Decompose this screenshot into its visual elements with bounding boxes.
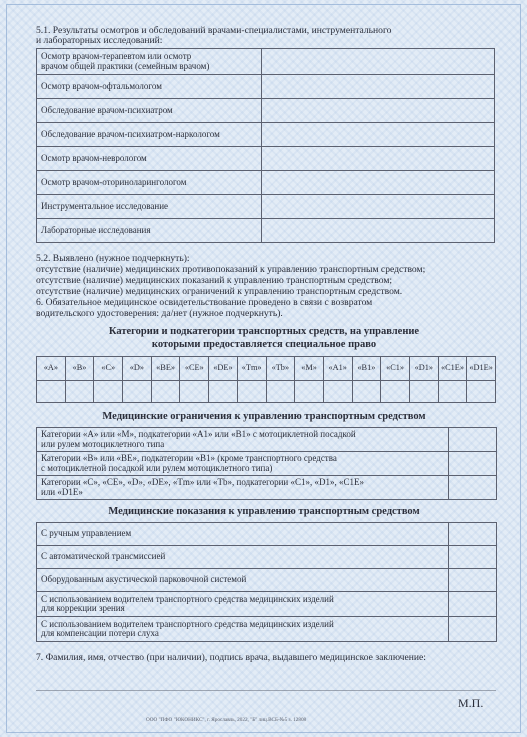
category-cell: «Tm» [237,357,266,381]
category-value-cell [151,381,180,403]
category-cell: «D1E» [467,357,496,381]
category-value-cell [352,381,381,403]
indication-value-cell [449,569,497,592]
categories-value-row [37,381,496,403]
printer-footer: ООО "ПФО "ЮКОНИКС", г. Ярославль, 2022, "Б" лиц.ВСБ-№5 з. 12808 [146,717,307,723]
restriction-label: Категории «А» или «М», подкатегории «А1» или «В1» с мотоциклетной посадкой или рулем мотоциклетного типа [37,428,449,452]
category-cell: «A» [37,357,66,381]
table-row [37,123,495,147]
category-value-cell [409,381,438,403]
table-row [37,569,497,592]
table-row [37,171,495,195]
section-5-2-heading: 5.2. Выявлено (нужное подчеркнуть): [36,253,190,264]
exam-results-table [36,48,495,243]
result-cell [262,219,495,243]
section-5-2-option: отсутствие (наличие) медицинских ограничений к управлению транспортным средством. [36,286,403,297]
category-cell: «Tb» [266,357,295,381]
category-cell: «B» [65,357,94,381]
category-value-cell [438,381,467,403]
restrictions-table [36,427,497,500]
table-row [37,219,495,243]
result-cell [262,195,495,219]
section-6-text-cont: водительского удостоверения: да/нет (нужное подчеркнуть). [36,308,283,319]
table-row [37,147,495,171]
indication-label: С использованием водителем транспортного средства медицинских изделий для компенсации потери слуха [37,617,449,642]
category-value-cell [37,381,66,403]
category-value-cell [295,381,324,403]
row-label: Лабораторные исследования [37,219,262,243]
row-label: Осмотр врачом-офтальмологом [37,75,262,99]
row-label: Осмотр врачом-терапевтом или осмотр врачом общей практики (семейным врачом) [37,49,262,75]
restriction-value-cell [449,476,497,500]
indication-value-cell [449,592,497,617]
category-value-cell [323,381,352,403]
category-value-cell [65,381,94,403]
table-row [37,428,497,452]
result-cell [262,49,495,75]
restriction-label: Категории «В» или «ВЕ», подкатегории «В1» (кроме транспортного средства с мотоциклетной посадкой или рулем мотоциклетного типа) [37,452,449,476]
section-5-2-option: отсутствие (наличие) медицинских противопоказаний к управлению транспортным средством; [36,264,426,275]
result-cell [262,171,495,195]
indications-table [36,522,497,642]
categories-header-row [37,357,496,381]
restriction-value-cell [449,452,497,476]
section-5-1-heading: 5.1. Результаты осмотров и обследований врачами-специалистами, инструментального [36,25,392,36]
table-row [37,546,497,569]
stamp-place-label: М.П. [458,696,484,710]
table-row [37,75,495,99]
category-cell: «D» [123,357,152,381]
category-value-cell [467,381,496,403]
categories-table [36,356,496,403]
category-cell: «DE» [209,357,238,381]
section-5-2-option: отсутствие (наличие) медицинских показаний к управлению транспортным средством; [36,275,393,286]
category-cell: «D1» [409,357,438,381]
category-cell: «A1» [323,357,352,381]
section-7-text: 7. Фамилия, имя, отчество (при наличии), подпись врача, выдавшего медицинское заключение: [36,652,426,663]
category-cell: «BE» [151,357,180,381]
indication-label: С использованием водителем транспортного средства медицинских изделий для коррекции зрения [37,592,449,617]
category-cell: «C1E» [438,357,467,381]
category-value-cell [180,381,209,403]
table-row [37,452,497,476]
category-value-cell [94,381,123,403]
table-row [37,476,497,500]
row-label: Осмотр врачом-оториноларингологом [37,171,262,195]
indication-label: С автоматической трансмиссией [37,546,449,569]
restriction-value-cell [449,428,497,452]
category-cell: «C1» [381,357,410,381]
table-row [37,523,497,546]
row-label: Осмотр врачом-неврологом [37,147,262,171]
table-row [37,99,495,123]
category-value-cell [381,381,410,403]
indication-value-cell [449,617,497,642]
category-value-cell [266,381,295,403]
result-cell [262,75,495,99]
result-cell [262,147,495,171]
row-label: Обследование врачом-психиатром-наркологом [37,123,262,147]
restriction-label: Категории «С», «СЕ», «D», «DE», «Tm» или «Tb», подкатегории «С1», «D1», «С1Е» или «D1E» [37,476,449,500]
category-value-cell [123,381,152,403]
table-row [37,617,497,642]
indications-title: Медицинские показания к управлению транспортным средством [108,506,420,517]
table-row [37,195,495,219]
category-value-cell [237,381,266,403]
category-value-cell [209,381,238,403]
category-cell: «C» [94,357,123,381]
category-cell: «B1» [352,357,381,381]
categories-title: Категории и подкатегории транспортных средств, на управление которыми предоставляется специальное право [108,326,420,350]
restrictions-title: Медицинские ограничения к управлению транспортным средством [102,411,426,422]
category-cell: «M» [295,357,324,381]
result-cell [262,99,495,123]
section-6-text: 6. Обязательное медицинское освидетельствование проведено в связи с возвратом [36,297,373,308]
indication-value-cell [449,546,497,569]
result-cell [262,123,495,147]
table-row [37,49,495,75]
row-label: Инструментальное исследование [37,195,262,219]
indication-value-cell [449,523,497,546]
section-5-1-heading-cont: и лабораторных исследований: [36,35,163,46]
signature-line [36,690,496,691]
row-label: Обследование врачом-психиатром [37,99,262,123]
table-row [37,592,497,617]
category-cell: «CE» [180,357,209,381]
indication-label: С ручным управлением [37,523,449,546]
indication-label: Оборудованным акустической парковочной системой [37,569,449,592]
